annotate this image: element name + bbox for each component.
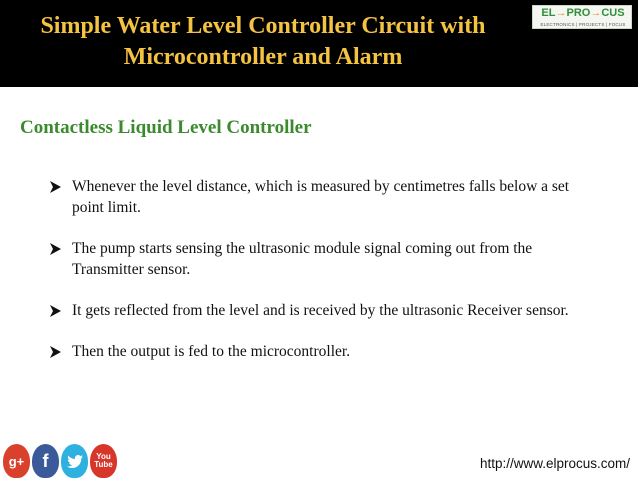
bullet-item	[50, 238, 598, 280]
title-line-2: Microcontroller and Alarm	[123, 44, 403, 70]
slide-title	[0, 11, 526, 73]
social-icons	[3, 444, 117, 478]
bullet-text: Whenever the level distance, which is measured by centimetres falls below a set point limit.	[72, 178, 570, 216]
youtube-label-line1: You	[96, 452, 111, 461]
arrow-bullet-icon	[50, 176, 66, 197]
bullet-item	[50, 341, 598, 362]
google-plus-icon[interactable]: g+	[3, 444, 30, 478]
logo-tagline: ELECTRONICS | PROJECTS | FOCUS	[540, 22, 626, 27]
bullet-item	[50, 176, 598, 218]
bullet-item	[50, 300, 598, 321]
slide-header	[0, 0, 638, 87]
youtube-icon[interactable]	[90, 444, 117, 478]
bullet-text: Then the output is fed to the microcontroller.	[72, 343, 351, 360]
logo-wordmark: EL→PRO→CUS	[541, 7, 625, 19]
arrow-bullet-icon	[50, 300, 66, 321]
website-url[interactable]: http://www.elprocus.com/	[479, 456, 630, 471]
bullet-text: The pump starts sensing the ultrasonic module signal coming out from the Transmitter sensor.	[72, 240, 533, 278]
arrow-bullet-icon	[50, 238, 66, 259]
bullet-list	[50, 176, 598, 382]
twitter-bird-glyph	[67, 455, 83, 468]
twitter-icon[interactable]	[61, 444, 88, 478]
arrow-bullet-icon	[50, 341, 66, 362]
section-subtitle: Contactless Liquid Level Controller	[20, 117, 312, 138]
title-line-1: Simple Water Level Controller Circuit with	[40, 13, 486, 39]
facebook-icon[interactable]: f	[32, 444, 59, 478]
bullet-text: It gets reflected from the level and is received by the ultrasonic Receiver sensor.	[72, 302, 569, 319]
youtube-label-line2: Tube	[94, 460, 113, 469]
elprocus-logo	[532, 5, 632, 29]
